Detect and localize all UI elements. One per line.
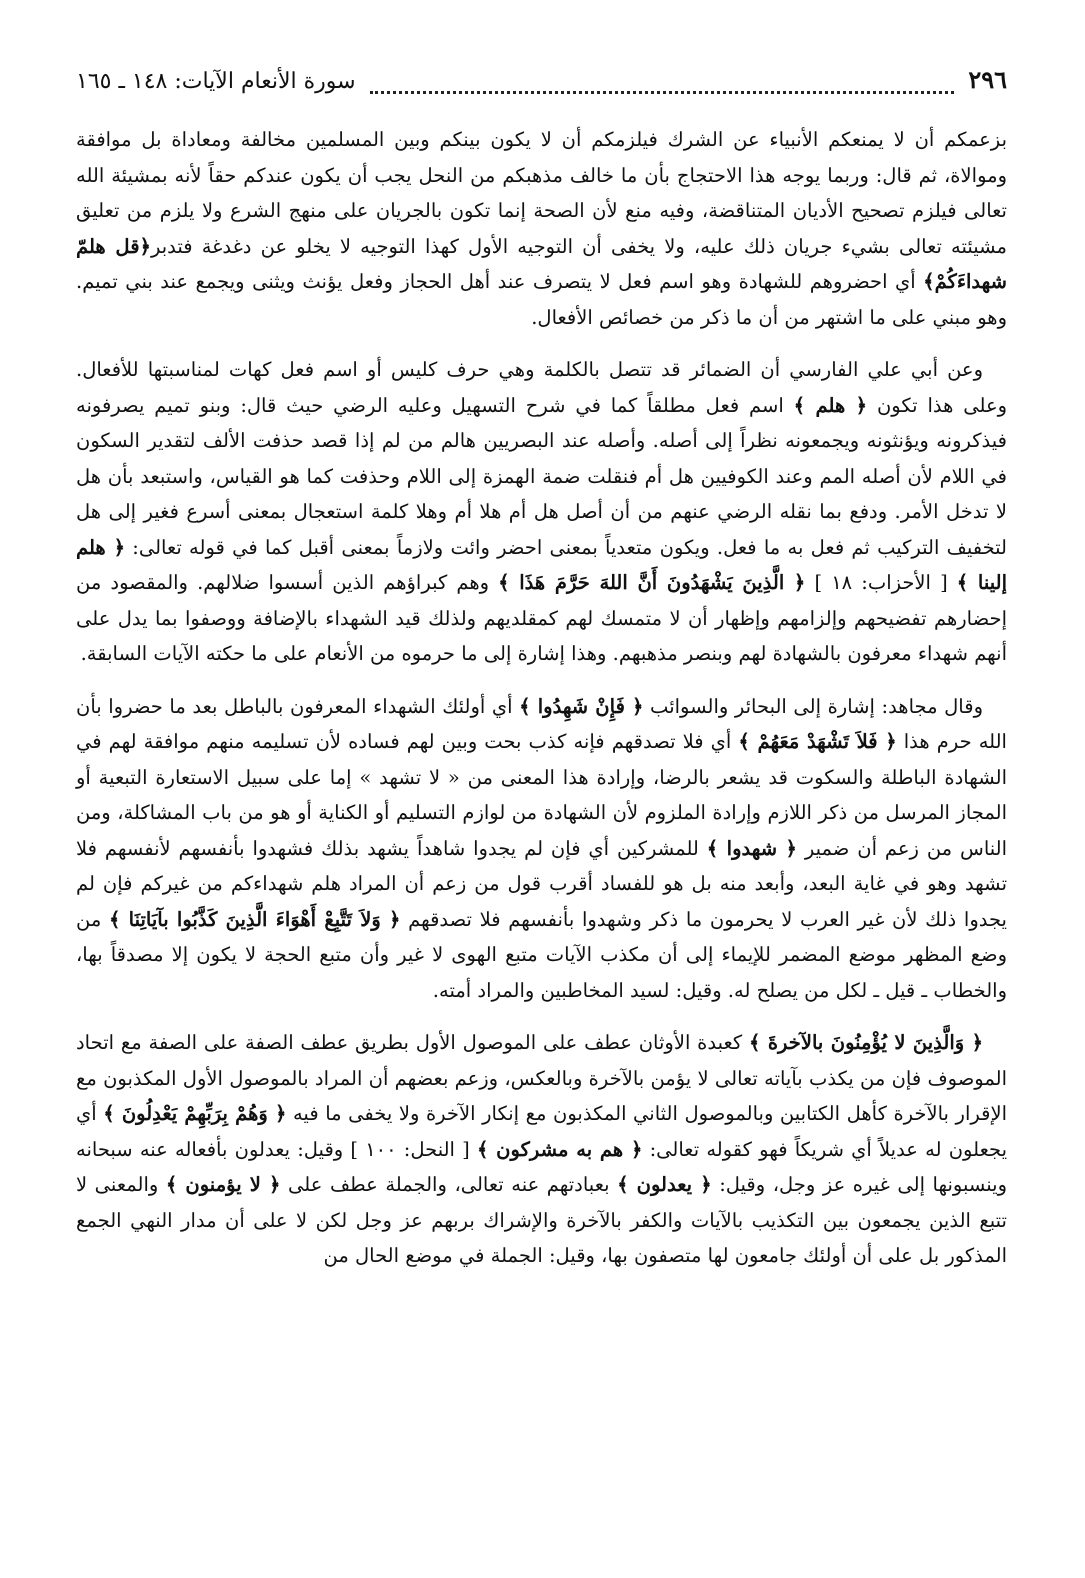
quran-quote: ﴿ هلم ﴾ <box>793 393 868 417</box>
paragraph-text: بعبادتهم عنه تعالى، والجملة عطف على <box>280 1173 618 1196</box>
quran-quote: ﴿ هم به مشركون ﴾ <box>476 1137 643 1161</box>
quran-quote: ﴿ الَّذِينَ يَشْهَدُونَ أَنَّ اللهَ حَرَّمَ هَذَا ﴾ <box>498 571 806 594</box>
quran-quote: ﴿ فَإِنْ شَهِدُوا ﴾ <box>519 694 644 718</box>
quran-quote: ﴿ فَلاَ تَشْهَدْ مَعَهُمْ ﴾ <box>738 730 897 753</box>
quran-quote: ﴿ شهدوا ﴾ <box>706 836 797 860</box>
paragraph-text: والمعنى لا تتبع الذين يجمعون بين التكذيب بالآيات والكفر بالآخرة والإشراك بربهم عز وجل لكن لا على أن مدار النهي الجمع المذكور بل على أن أولئك جامعون لها متصفون بها، وقيل: الجملة في موضع الحال من <box>76 1173 1007 1267</box>
paragraph <box>76 352 1007 672</box>
quran-quote: ﴿ لا يؤمنون ﴾ <box>165 1173 281 1196</box>
quran-quote: ﴿ وَهُمْ بِرَبِّهِمْ يَعْدِلُونَ ﴾ <box>103 1102 287 1125</box>
paragraph-text: اسم فعل مطلقاً كما في شرح التسهيل وعليه الرضي حيث قال: وبنو تميم يصرفونه فيذكرونه ويؤنثونه ويجمعونه نظراً إلى أصله. وأصله عند البصريين هالم من لم إذا قصد حذفت الألف لتقدير السكون في اللام لأن أصله المم وعند الكوفيين هل أم فنقلت ضمة الهمزة إلى اللام وحذفت كما هو القياس، واستبعد بأن هل لا تدخل الأمر. ودفع بما نقله الرضي عنهم من أن أصل هل أم هلا أم وهلا كلمة استعجال بمعنى أسرع فغير إلى هل لتخفيف التركيب ثم فعل به ما فعل. ويكون متعدياً بمعنى احضر وائت ولازماً بمعنى أقبل كما في قوله تعالى: <box>76 393 1008 559</box>
quran-quote: ﴿ يعدلون ﴾ <box>617 1173 712 1196</box>
page-number: ٢٩٦ <box>968 65 1007 94</box>
surah-title: سورة الأنعام الآيات: ١٤٨ ـ ١٦٥ <box>76 69 356 94</box>
paragraph-text: أي يجعلون له عديلاً أي شريكاً فهو كقوله تعالى: <box>76 1102 1007 1161</box>
running-header <box>76 64 1007 104</box>
body-text <box>76 122 1007 1274</box>
paragraph-text: [ النحل: ١٠٠ ] وقيل: يعدلون بأفعاله عنه سبحانه وينسبونها إلى غيره عز وجل، وقيل: <box>76 1137 1007 1196</box>
paragraph-text: للمشركين أي فإن لم يجدوا شاهداً يشهد بذلك فشهدوا بأنفسهم لأنفسهم فلا تشهد وهو في غاية البعد، وأبعد منه بل هو للفساد أقرب قول من زعم أن المراد هلم شهداءكم من غيركم فإن لم يجدوا ذلك لأن غير العرب لا يحرمون ما ذكر وشهدوا بأنفسهم فلا تصدقهم <box>76 836 1007 931</box>
paragraph-text: بزعمكم أن لا يمنعكم الأنبياء عن الشرك فيلزمكم أن لا يكون بينكم وبين المسلمين مخالفة ومعاداة بل موافقة وموالاة، ثم قال: وربما يوجه هذا الاحتجاج بأن ما خالف مذهبكم من النحل يجب أن يكون عندكم حقاً لأنه بمشيئة الله تعالى فيلزم تصحيح الأديان المتناقضة، وفيه منع لأن الصحة إنما تكون بالجريان على منهج الشرع ولا يلزم من تعليق مشيئته تعالى بشيء جريان ذلك عليه، ولا يخفى أن التوجيه الأول كهذا التوجيه لا يخلو عن دغدغة فتدبر <box>76 128 1007 258</box>
quran-quote: ﴿ وَلاَ تَتَّبِعْ أَهْوَاءَ الَّذِينَ كَذَّبُوا بآيَاتِنَا ﴾ <box>108 907 401 931</box>
paragraph-text: أي فلا تصدقهم فإنه كذب بحت وبين لهم فساده لأن تسليمه منهم موافقة لهم في الشهادة الباطلة والسكوت قد يشعر بالرضا، وإرادة هذا المعنى من « لا تشهد » إما على سبيل الاستعارة التبعية أو المجاز المرسل من ذكر اللازم وإرادة الملزوم لأن الشهادة من لوازم التسليم أو الكناية أو هو من باب المشاكلة، ومن الناس من زعم أن ضمير <box>76 730 1008 860</box>
paragraph <box>76 689 1007 1009</box>
paragraph-text: من وضع المظهر موضع المضمر للإيماء إلى أن مكذب الآيات متبع الهوى لا غير وأن متبع الحجة لا يكون إلا مصدقاً بها، والخطاب ـ قيل ـ لكل من يصلح له. وقيل: لسيد المخاطبين والمراد أمته. <box>76 907 1007 1002</box>
quran-quote: ﴿ وَالَّذِينَ لا يُؤْمِنُونَ بالآخرةَ ﴾ <box>749 1031 983 1054</box>
paragraph-text: وقال مجاهد: إشارة إلى البحائر والسوائب <box>643 694 983 718</box>
paragraph-text: وعن أبي علي الفارسي أن الضمائر قد تتصل بالكلمة وهي حرف كليس أو اسم فعل كهات لمناسبتها للأفعال. وعلى هذا تكون <box>76 358 1007 417</box>
paragraph <box>76 1025 1007 1274</box>
quran-quote: ﴿قل هلمّ شهداءَكُمْ﴾ <box>76 234 1007 293</box>
paragraph <box>76 122 1007 335</box>
paragraph-text: كعبدة الأوثان عطف على الموصول الأول بطريق عطف الصفة على الصفة مع اتحاد الموصوف فإن من يكذب بآياته تعالى لا يؤمن بالآخرة وبالعكس، وزعم بعضهم أن المراد بالموصول الأول المكذبون مع الإقرار بالآخرة كأهل الكتابين وبالموصول الثاني المكذبون مع إنكار الآخرة ولا يخفى ما فيه <box>76 1031 1007 1125</box>
paragraph-text: [ الأحزاب: ١٨ ] <box>805 571 957 594</box>
header-dotted-leader <box>370 75 955 94</box>
paragraph-text: أي احضروهم للشهادة وهو اسم فعل لا يتصرف عند أهل الحجاز وفعل يؤنث ويثنى ويجمع عند بني تميم. وهو مبني على ما اشتهر من أن ما ذكر من خصائص الأفعال. <box>76 270 1007 329</box>
paragraph-text: أي أولئك الشهداء المعرفون بالباطل بعد ما حضروا بأن الله حرم هذا <box>76 694 1007 753</box>
paragraph-text: وهم كبراؤهم الذين أسسوا ضلالهم. والمقصود من إحضارهم تفضيحهم وإلزامهم وإظهار أن لا متمسك لهم كمقلديهم ولذلك قيد الشهداء بالإضافة ووصفوا بما يدل على أنهم شهداء معرفون بالشهادة لهم وبنصر مذهبهم. وهذا إشارة إلى ما حرموه من الأنعام على ما حكته الآيات السابقة. <box>76 571 1007 665</box>
quran-quote: ﴿ هلم إلينا ﴾ <box>76 535 1007 594</box>
